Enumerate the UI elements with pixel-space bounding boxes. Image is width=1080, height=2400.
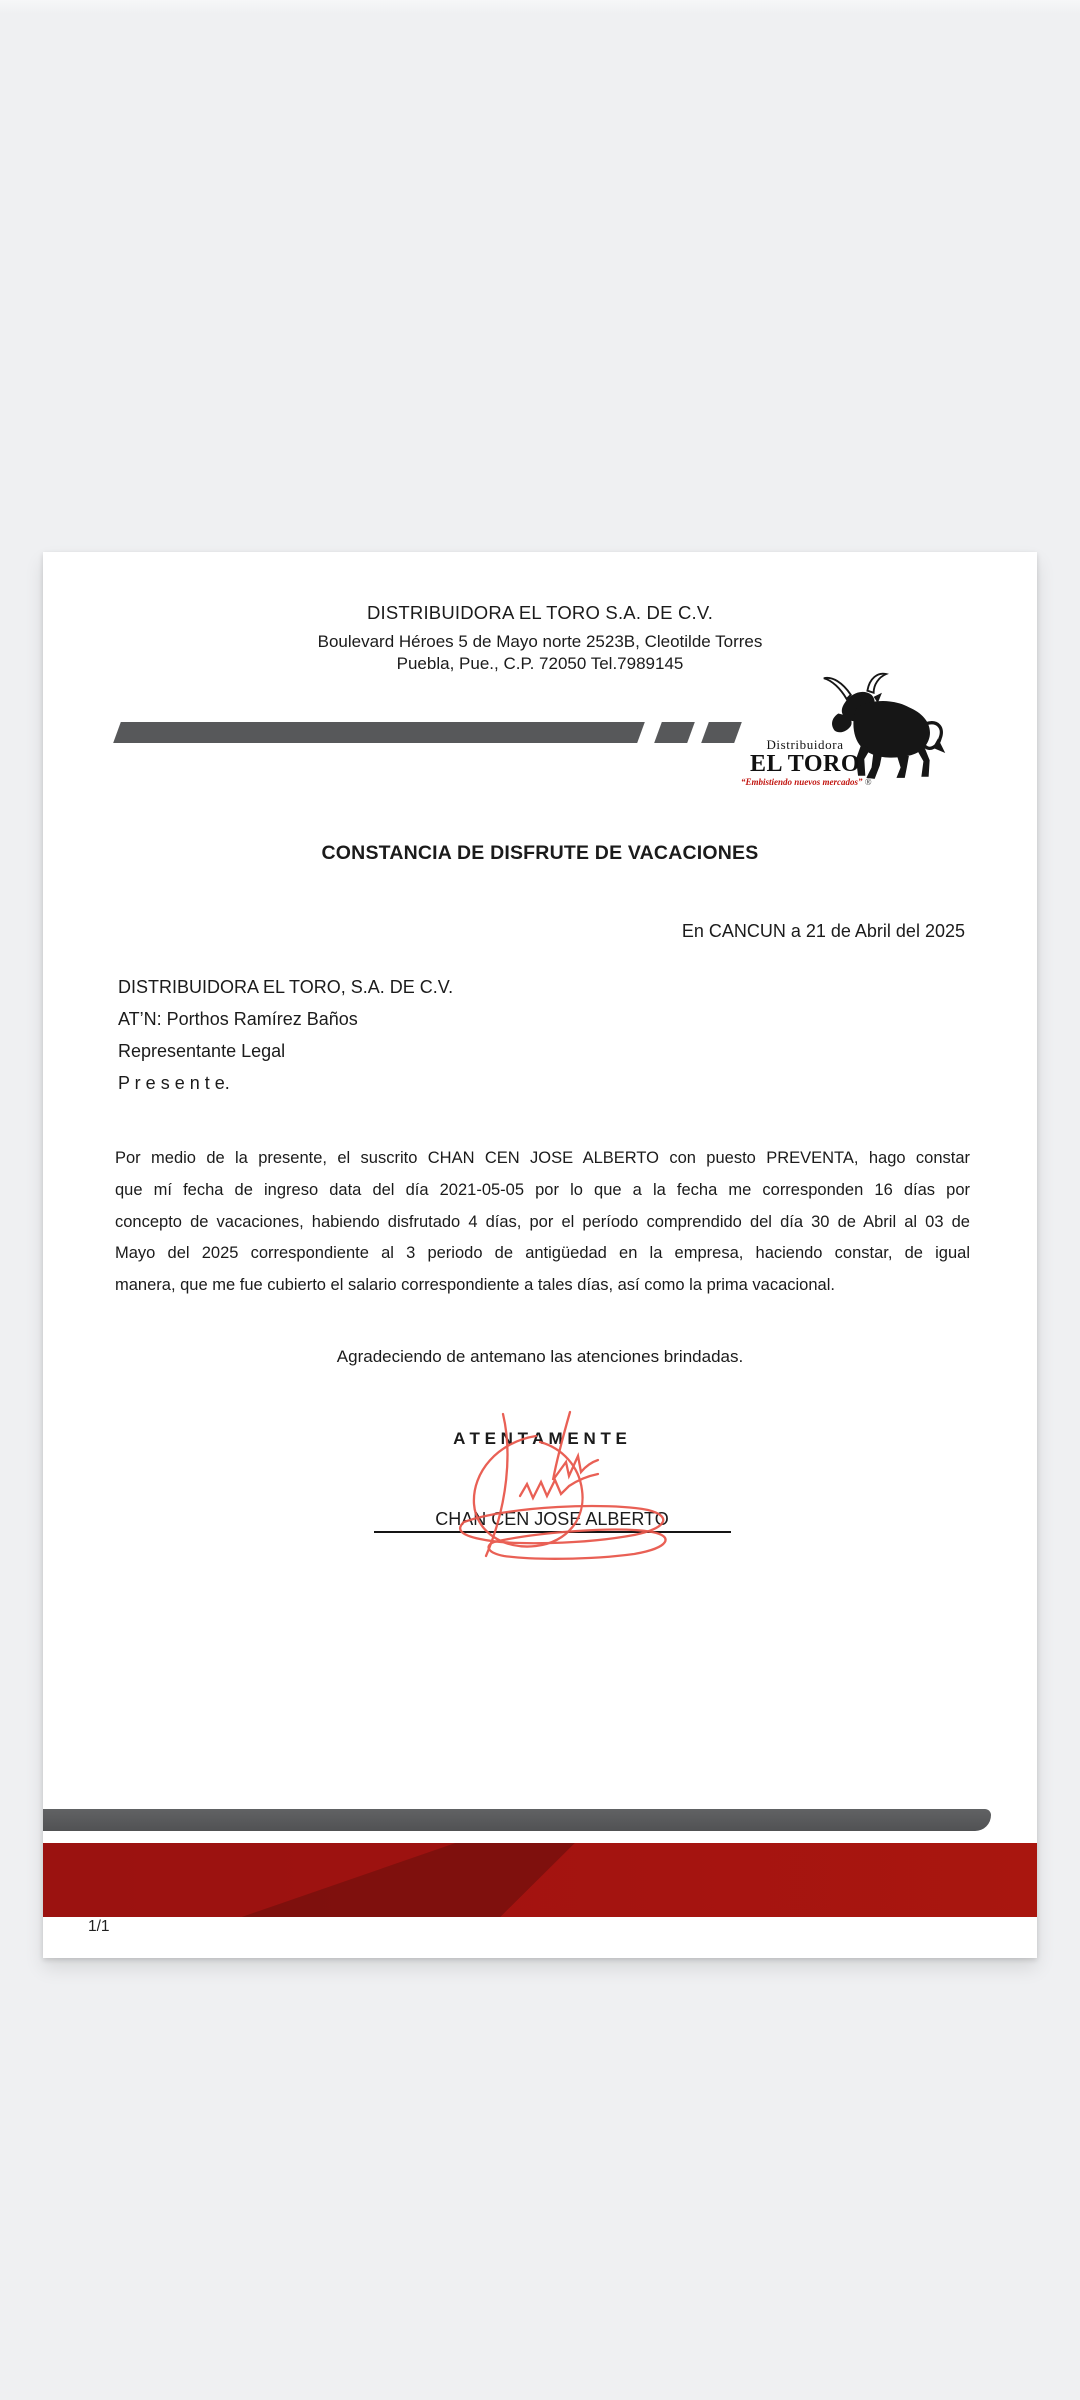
letterhead-address-line2: Puebla, Pue., C.P. 72050 Tel.7989145 <box>396 654 684 673</box>
signature-name: CHAN CEN JOSE ALBERTO <box>435 1509 669 1529</box>
footer-gray-bar <box>43 1809 991 1831</box>
addressee-block <box>118 971 453 1099</box>
decorative-bar-segment <box>701 722 742 743</box>
addressee-salutation: P r e s e n t e. <box>118 1073 230 1093</box>
body-paragraph <box>115 1143 970 1302</box>
registered-mark: ® <box>864 777 872 787</box>
document-page <box>43 552 1037 1958</box>
addressee-attention: AT’N: Porthos Ramírez Baños <box>118 1009 358 1029</box>
document-title: CONSTANCIA DE DISFRUTE DE VACACIONES <box>321 842 759 864</box>
body-line: manera, que me fue cubierto el salario correspondiente a tales días, así como la prima vacacional. <box>115 1276 835 1295</box>
logo-tagline: “Embistiendo nuevos mercados” ® <box>741 777 872 787</box>
addressee-company: DISTRIBUIDORA EL TORO, S.A. DE C.V. <box>118 977 454 997</box>
body-line: que mí fecha de ingreso data del día 2021-05-05 por lo que a la fecha me corresponden 16 días por <box>115 1180 970 1199</box>
body-line: Mayo del 2025 correspondiente al 3 periodo de antigüedad en la empresa, haciendo constar, de igual <box>115 1244 970 1263</box>
decorative-bar <box>113 722 645 743</box>
letterhead-company: DISTRIBUIDORA EL TORO S.A. DE C.V. <box>366 602 714 623</box>
logo-distribuidora-label: Distribuidora <box>766 737 844 752</box>
footer-red-band <box>43 1843 1037 1917</box>
signature-ink <box>428 1408 688 1570</box>
letterhead-address-line1: Boulevard Héroes 5 de Mayo norte 2523B, Cleotilde Torres <box>317 632 763 651</box>
closing-line: Agradeciendo de antemano las atenciones brindadas. <box>336 1347 744 1366</box>
dateline: En CANCUN a 21 de Abril del 2025 <box>681 921 965 941</box>
signature-heading: A T E N T A M E N T E <box>453 1429 627 1448</box>
page-indicator: 1/1 <box>88 1918 110 1935</box>
decorative-bar-segment <box>654 722 695 743</box>
addressee-role: Representante Legal <box>118 1041 286 1061</box>
el-toro-logo <box>741 658 961 794</box>
logo-brand-name: EL TORO <box>750 751 860 777</box>
body-line: concepto de vacaciones, habiendo disfrutado 4 días, por el período comprendido del día 30 de Abril al 03 de <box>115 1212 970 1231</box>
body-line: Por medio de la presente, el suscrito CHAN CEN JOSE ALBERTO con puesto PREVENTA, hago constar <box>115 1149 970 1167</box>
logo-text-block <box>741 737 872 788</box>
